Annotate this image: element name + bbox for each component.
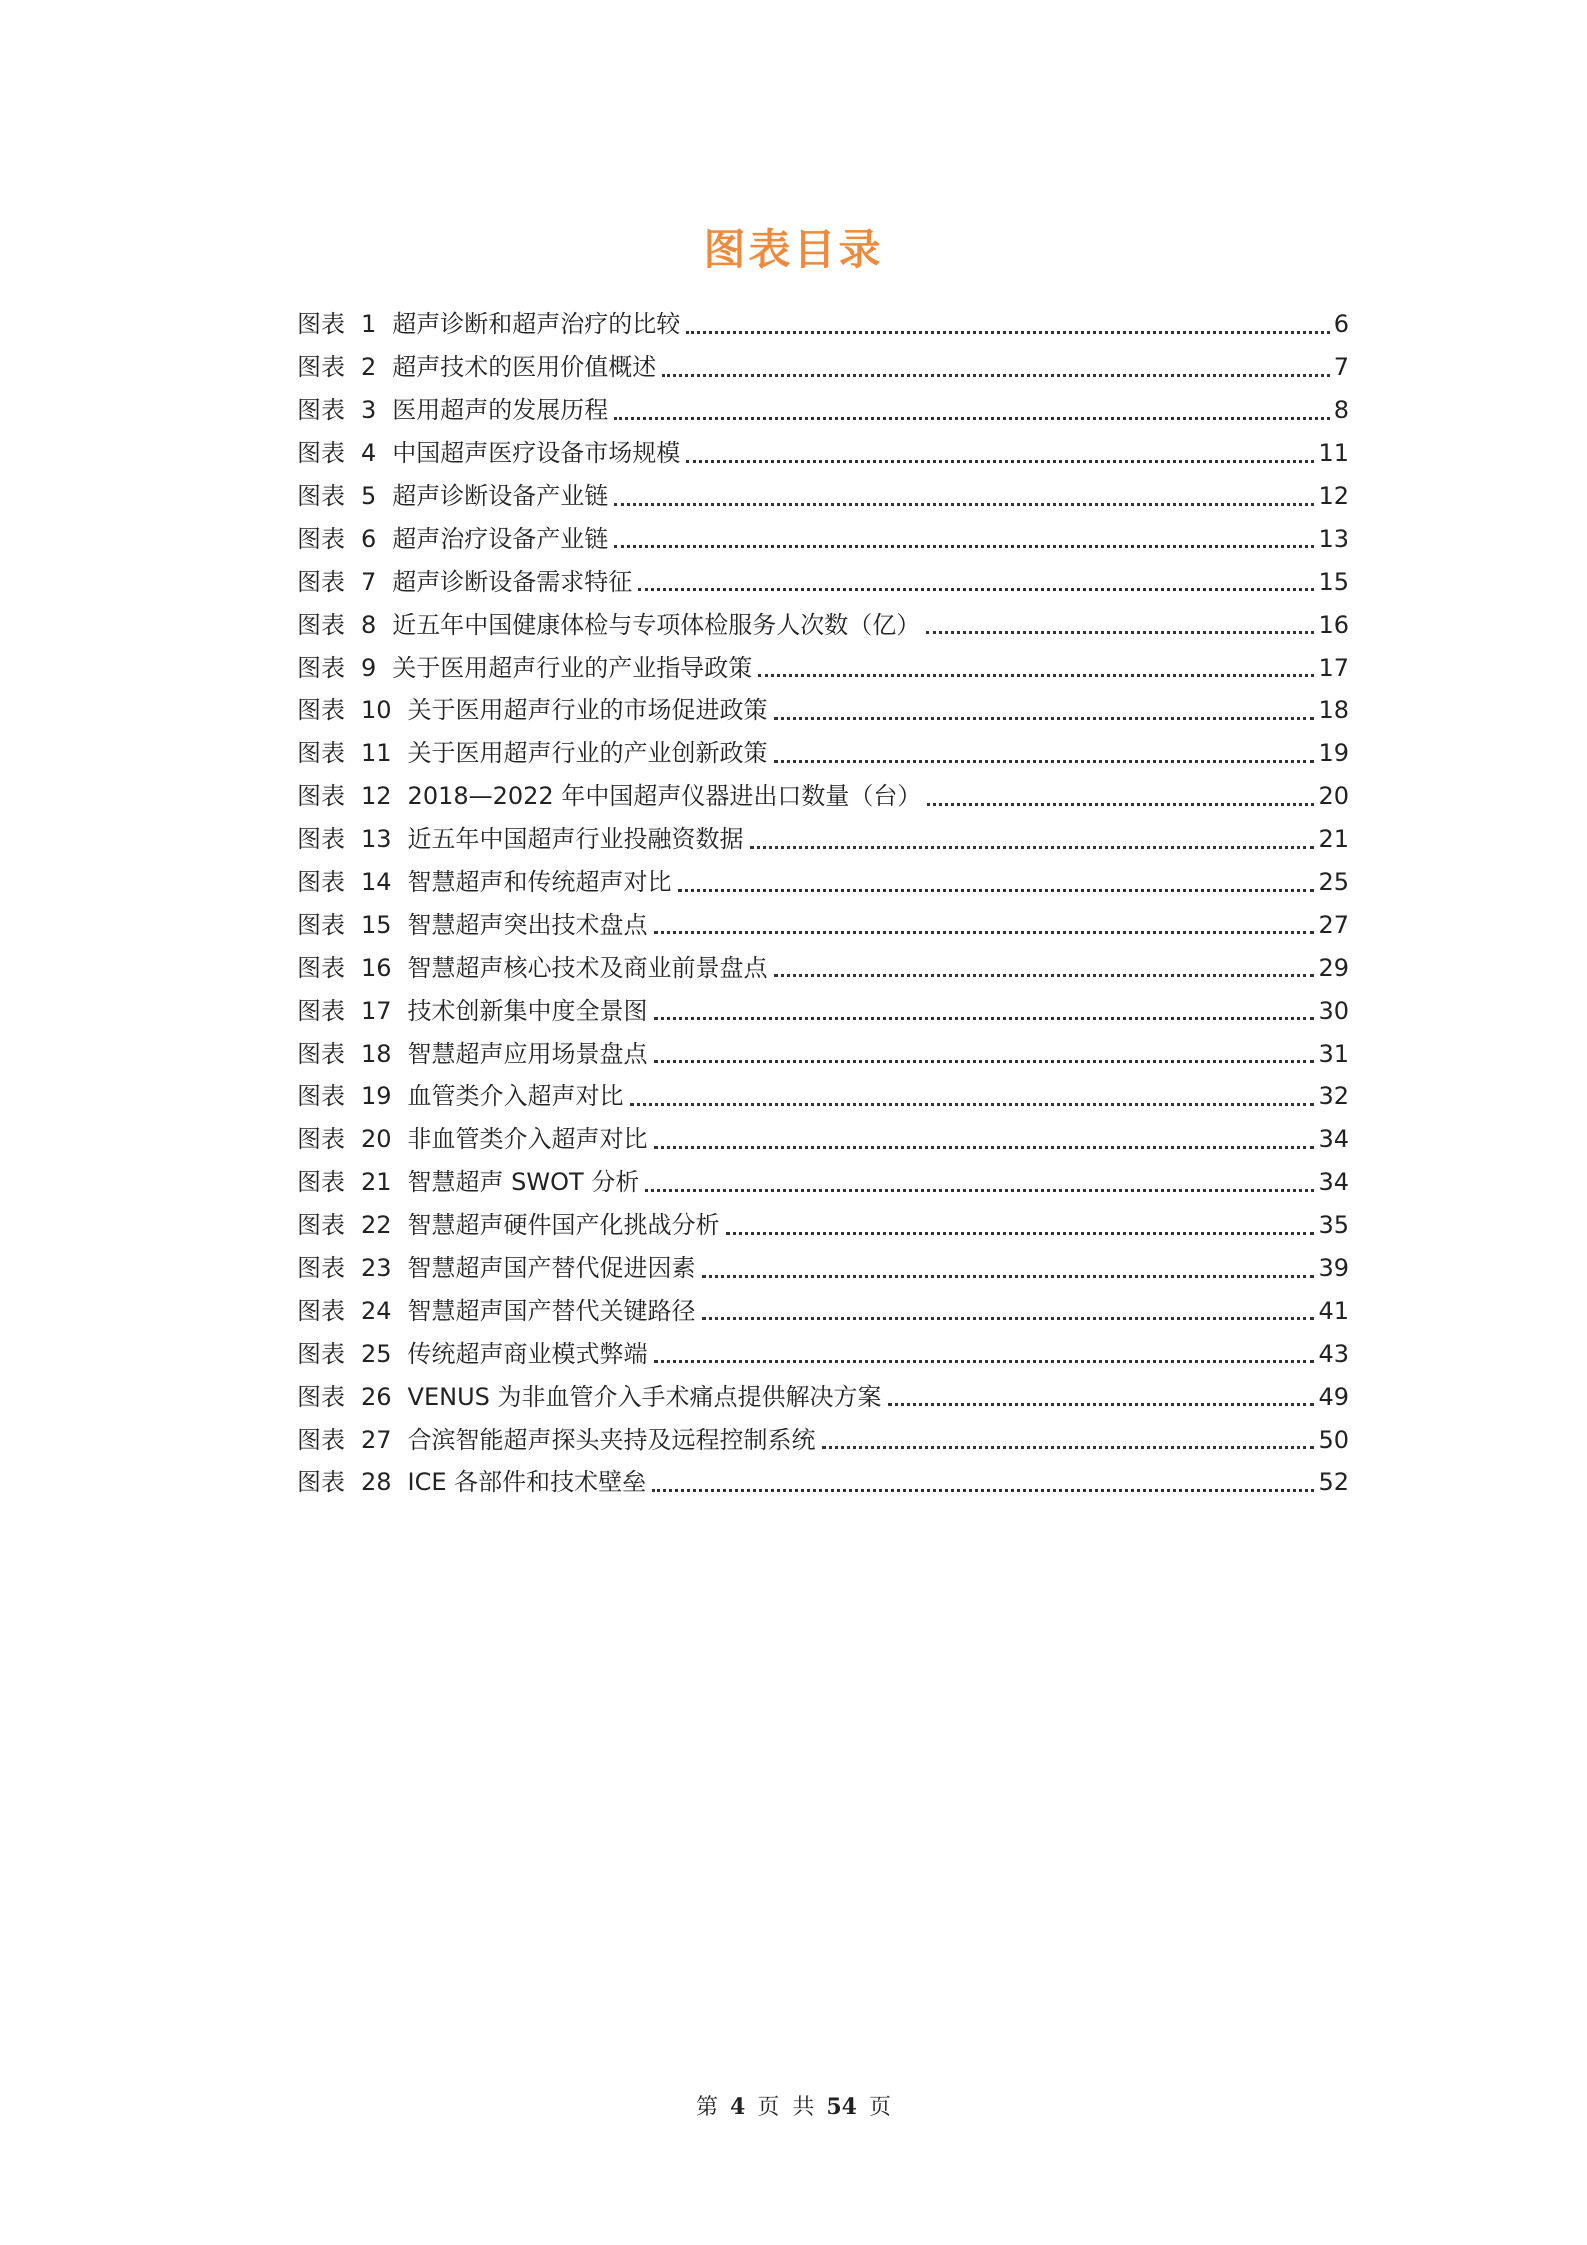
toc-entry-prefix: 图表 (297, 782, 345, 811)
toc-entry-page: 27 (1318, 910, 1349, 939)
toc-entry-prefix: 图表 (297, 653, 345, 682)
toc-entry-page: 32 (1318, 1082, 1349, 1111)
toc-entry-number: 7 (361, 567, 377, 596)
toc-entry-title: 智慧超声和传统超声对比 (407, 868, 672, 897)
toc-entry-page: 11 (1318, 439, 1349, 468)
toc-entry[interactable] (297, 1461, 1349, 1504)
toc-entry-number: 11 (361, 739, 392, 768)
toc-dot-leader (750, 846, 1315, 849)
toc-entry-title: 近五年中国超声行业投融资数据 (407, 825, 744, 854)
toc-entry-title: 合滨智能超声探头夹持及远程控制系统 (407, 1425, 816, 1454)
toc-dot-leader (686, 460, 1314, 463)
toc-entry-prefix: 图表 (297, 696, 345, 725)
toc-entry-number: 3 (361, 396, 377, 425)
toc-entry[interactable] (297, 389, 1349, 432)
toc-entry[interactable] (297, 946, 1349, 989)
toc-entry-page: 29 (1318, 953, 1349, 982)
toc-entry-prefix: 图表 (297, 310, 345, 339)
toc-entry-title: 传统超声商业模式弊端 (407, 1339, 648, 1368)
toc-entry[interactable] (297, 1289, 1349, 1332)
toc-entry[interactable] (297, 1418, 1349, 1461)
toc-entry-prefix: 图表 (297, 953, 345, 982)
footer-prefix: 第 (696, 2095, 719, 2120)
toc-entry-title: 非血管类介入超声对比 (407, 1125, 648, 1154)
footer-total-pages: 54 (826, 2094, 857, 2120)
toc-dot-leader (645, 1189, 1314, 1192)
toc-entry-title: 智慧超声突出技术盘点 (407, 910, 648, 939)
toc-entry-title: 关于医用超声行业的市场促进政策 (407, 696, 768, 725)
toc-entry-prefix: 图表 (297, 524, 345, 553)
toc-dot-leader (774, 974, 1315, 977)
toc-dot-leader (758, 674, 1314, 677)
toc-entry-page: 50 (1318, 1425, 1349, 1454)
toc-entry-title: 关于医用超声行业的产业创新政策 (407, 739, 768, 768)
toc-entry-title: 智慧超声国产替代促进因素 (407, 1254, 696, 1283)
footer-suffix: 页 (868, 2095, 891, 2120)
toc-dot-leader (662, 374, 1329, 377)
toc-dot-leader (774, 717, 1315, 720)
toc-entry-title: 中国超声医疗设备市场规模 (392, 439, 681, 468)
toc-entry-number: 27 (361, 1425, 392, 1454)
toc-dot-leader (654, 1360, 1315, 1363)
toc-entry[interactable] (297, 1118, 1349, 1161)
toc-entry-prefix: 图表 (297, 1296, 345, 1325)
toc-entry-prefix: 图表 (297, 1425, 345, 1454)
toc-entry-title: 超声技术的医用价值概述 (392, 353, 657, 382)
toc-dot-leader (774, 760, 1315, 763)
toc-entry-number: 9 (361, 653, 377, 682)
toc-entry-page: 13 (1318, 524, 1349, 553)
toc-entry[interactable] (297, 475, 1349, 518)
toc-dot-leader (702, 1317, 1315, 1320)
toc-entry-number: 14 (361, 868, 392, 897)
footer-middle: 页 共 (757, 2095, 815, 2120)
toc-entry-title: 超声诊断设备需求特征 (392, 567, 633, 596)
toc-entry-number: 25 (361, 1339, 392, 1368)
toc-entry-number: 22 (361, 1211, 392, 1240)
toc-entry-title: 超声诊断设备产业链 (392, 482, 609, 510)
toc-entry-prefix: 图表 (297, 1168, 345, 1197)
toc-dot-leader (726, 1232, 1315, 1235)
toc-entry[interactable] (297, 603, 1349, 646)
toc-entry-page: 15 (1318, 567, 1349, 596)
toc-entry-title: 智慧超声应用场景盘点 (407, 1039, 648, 1068)
toc-entry-number: 21 (361, 1168, 392, 1197)
toc-entry-number: 1 (361, 310, 377, 339)
toc-entry-page: 34 (1318, 1168, 1349, 1197)
toc-entry-prefix: 图表 (297, 996, 345, 1025)
toc-dot-leader (822, 1446, 1315, 1449)
toc-entry-prefix: 图表 (297, 1382, 345, 1411)
page-footer (0, 2090, 1587, 2121)
toc-entry-number: 2 (361, 353, 377, 382)
toc-entry-number: 10 (361, 696, 392, 725)
toc-entry[interactable] (297, 732, 1349, 775)
page-title: 图表目录 (703, 225, 884, 275)
toc-entry-title: 近五年中国健康体检与专项体检服务人次数（亿） (392, 610, 921, 639)
toc-entry[interactable] (297, 689, 1349, 732)
toc-entry-prefix: 图表 (297, 1468, 345, 1497)
toc-entry-page: 7 (1333, 353, 1349, 382)
toc-entry-title: 血管类介入超声对比 (407, 1082, 624, 1111)
toc-entry-prefix: 图表 (297, 567, 345, 596)
toc-entry[interactable] (297, 1247, 1349, 1290)
toc-entry-number: 13 (361, 825, 392, 854)
toc-entry-number: 19 (361, 1082, 392, 1111)
toc-entry-page: 34 (1318, 1125, 1349, 1154)
toc-entry[interactable] (297, 346, 1349, 389)
toc-entry-title: 医用超声的发展历程 (392, 396, 609, 425)
toc-entry-prefix: 图表 (297, 482, 345, 510)
toc-dot-leader (614, 417, 1329, 420)
toc-dot-leader (926, 631, 1314, 634)
toc-entry-page: 39 (1318, 1254, 1349, 1283)
toc-entry-prefix: 图表 (297, 1082, 345, 1111)
toc-dot-leader (686, 331, 1329, 334)
toc-entry-page: 21 (1318, 825, 1349, 854)
toc-entry[interactable] (297, 1161, 1349, 1204)
toc-entry[interactable] (297, 1204, 1349, 1247)
toc-entry-prefix: 图表 (297, 1125, 345, 1154)
toc-entry-number: 12 (361, 782, 392, 811)
toc-entry-page: 43 (1318, 1339, 1349, 1368)
toc-entry-title: ICE 各部件和技术壁垒 (407, 1468, 647, 1497)
toc-entry-title: 智慧超声核心技术及商业前景盘点 (407, 953, 768, 982)
toc-dot-leader (630, 1103, 1315, 1106)
toc-entry-number: 24 (361, 1296, 392, 1325)
toc-entry-number: 18 (361, 1039, 392, 1068)
toc-entry-page: 49 (1318, 1382, 1349, 1411)
toc-entry-prefix: 图表 (297, 396, 345, 425)
toc-entry-title: 超声诊断和超声治疗的比较 (392, 310, 681, 339)
toc-entry[interactable] (297, 861, 1349, 904)
toc-entry-title: 技术创新集中度全景图 (407, 996, 648, 1025)
toc-entry-prefix: 图表 (297, 825, 345, 854)
toc-entry-page: 18 (1318, 696, 1349, 725)
toc-entry[interactable] (297, 303, 1349, 346)
toc-dot-leader (678, 889, 1315, 892)
toc-dot-leader (654, 931, 1315, 934)
toc-entry-page: 16 (1318, 610, 1349, 639)
toc-entry-number: 23 (361, 1254, 392, 1283)
toc-entry-number: 28 (361, 1468, 392, 1497)
toc-entry-prefix: 图表 (297, 868, 345, 897)
toc-entry[interactable] (297, 517, 1349, 560)
toc-entry-page: 30 (1318, 996, 1349, 1025)
toc-entry-page: 6 (1333, 310, 1349, 339)
toc-entry[interactable] (297, 432, 1349, 475)
toc-entry-number: 4 (361, 439, 377, 468)
toc-entry-number: 15 (361, 910, 392, 939)
toc-dot-leader (702, 1275, 1315, 1278)
toc-entry-prefix: 图表 (297, 910, 345, 939)
toc-entry-page: 35 (1318, 1211, 1349, 1240)
toc-entry-title: 智慧超声硬件国产化挑战分析 (407, 1211, 720, 1240)
toc-entry-number: 8 (361, 610, 377, 639)
toc-entry[interactable] (297, 1332, 1349, 1375)
toc-entry-prefix: 图表 (297, 1039, 345, 1068)
toc-entry-page: 41 (1318, 1296, 1349, 1325)
toc-entry[interactable] (297, 989, 1349, 1032)
toc-entry-title: 智慧超声国产替代关键路径 (407, 1296, 696, 1325)
toc-entry-page: 25 (1318, 868, 1349, 897)
toc-entry-page: 52 (1318, 1468, 1349, 1497)
toc-entry[interactable] (297, 1375, 1349, 1418)
toc-entry-page: 20 (1318, 782, 1349, 811)
toc-entry-prefix: 图表 (297, 739, 345, 768)
toc-dot-leader (654, 1017, 1315, 1020)
table-of-figures (297, 303, 1349, 1504)
toc-entry[interactable] (297, 775, 1349, 818)
toc-entry-number: 26 (361, 1382, 392, 1411)
toc-entry-title: 超声治疗设备产业链 (392, 524, 609, 553)
toc-entry-prefix: 图表 (297, 1339, 345, 1368)
toc-entry[interactable] (297, 560, 1349, 603)
toc-dot-leader (888, 1403, 1315, 1406)
toc-entry-prefix: 图表 (297, 610, 345, 639)
toc-entry-page: 8 (1333, 396, 1349, 425)
toc-entry-page: 19 (1318, 739, 1349, 768)
toc-entry[interactable] (297, 903, 1349, 946)
toc-entry-prefix: 图表 (297, 353, 345, 382)
toc-entry[interactable] (297, 646, 1349, 689)
toc-entry-title: 智慧超声 SWOT 分析 (407, 1168, 640, 1197)
toc-entry-prefix: 图表 (297, 439, 345, 468)
toc-dot-leader (654, 1146, 1315, 1149)
toc-entry[interactable] (297, 818, 1349, 861)
toc-entry-title: 2018—2022 年中国超声仪器进出口数量（台） (407, 782, 922, 811)
toc-entry-number: 5 (361, 482, 377, 510)
toc-entry-number: 16 (361, 953, 392, 982)
toc-dot-leader (927, 803, 1314, 806)
toc-entry-page: 17 (1318, 653, 1349, 682)
toc-entry-title: 关于医用超声行业的产业指导政策 (392, 653, 753, 682)
toc-entry[interactable] (297, 1032, 1349, 1075)
toc-entry-page: 12 (1318, 482, 1349, 510)
toc-dot-leader (638, 588, 1314, 591)
toc-dot-leader (654, 1060, 1315, 1063)
toc-dot-leader (614, 503, 1314, 506)
toc-entry-number: 6 (361, 524, 377, 553)
toc-entry-number: 20 (361, 1125, 392, 1154)
toc-dot-leader (652, 1489, 1314, 1492)
toc-entry-prefix: 图表 (297, 1254, 345, 1283)
toc-entry[interactable] (297, 1075, 1349, 1118)
toc-dot-leader (614, 545, 1314, 548)
toc-entry-title: VENUS 为非血管介入手术痛点提供解决方案 (407, 1382, 882, 1411)
toc-entry-page: 31 (1318, 1039, 1349, 1068)
footer-current-page: 4 (730, 2094, 746, 2120)
toc-entry-number: 17 (361, 996, 392, 1025)
toc-entry-prefix: 图表 (297, 1211, 345, 1240)
